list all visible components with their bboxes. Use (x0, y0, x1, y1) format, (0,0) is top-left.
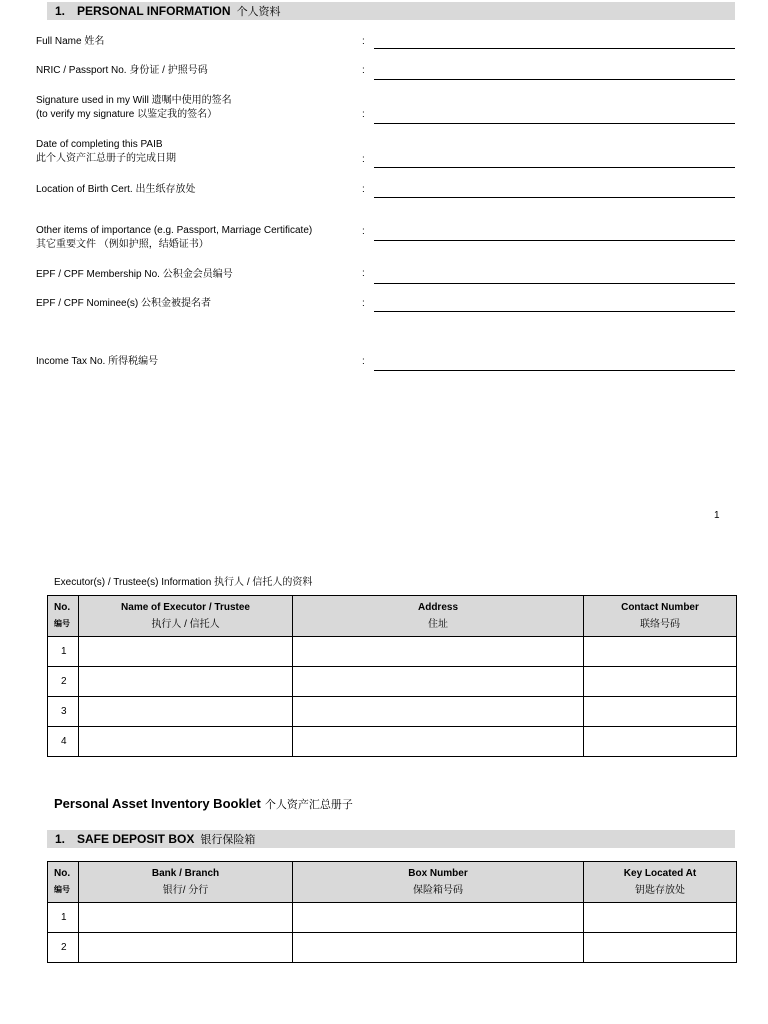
address-cell[interactable] (293, 727, 584, 757)
column-header-box-number: Box Number 保险箱号码 (293, 862, 584, 903)
safe-deposit-table (47, 861, 737, 963)
field-colon: : (362, 268, 365, 279)
bank-branch-cell[interactable] (79, 933, 293, 963)
field-label-epf-nominee: EPF / CPF Nominee(s) 公积金被提名者 (36, 298, 212, 309)
name-cell[interactable] (79, 727, 293, 757)
field-label-other-items: Other items of importance (e.g. Passport, Marriage Certificate) 其它重要文件 （例如护照，结婚证书） (36, 225, 313, 250)
epf-membership-field[interactable] (374, 283, 735, 284)
key-location-cell[interactable] (584, 903, 737, 933)
income-tax-field[interactable] (374, 370, 735, 371)
row-number: 3 (48, 697, 79, 727)
key-location-cell[interactable] (584, 933, 737, 963)
table-header-row (48, 862, 737, 903)
field-colon: : (362, 356, 365, 367)
section-header-safe-deposit-box (47, 830, 735, 848)
contact-cell[interactable] (584, 637, 737, 667)
field-colon: : (362, 226, 365, 237)
address-cell[interactable] (293, 667, 584, 697)
contact-cell[interactable] (584, 727, 737, 757)
name-cell[interactable] (79, 697, 293, 727)
field-colon: : (362, 184, 365, 195)
epf-nominee-field[interactable] (374, 311, 735, 312)
field-colon: : (362, 36, 365, 47)
box-number-cell[interactable] (293, 933, 584, 963)
signature-field[interactable] (374, 123, 735, 124)
contact-cell[interactable] (584, 697, 737, 727)
executors-table (47, 595, 737, 757)
column-header-no: No. 编号 (48, 862, 79, 903)
nric-passport-field[interactable] (374, 79, 735, 80)
bank-branch-cell[interactable] (79, 903, 293, 933)
table-row (48, 697, 737, 727)
box-number-cell[interactable] (293, 903, 584, 933)
row-number: 1 (48, 637, 79, 667)
address-cell[interactable] (293, 697, 584, 727)
booklet-title: Personal Asset Inventory Booklet 个人资产汇总册子 (54, 796, 353, 811)
field-colon: : (362, 109, 365, 120)
full-name-field[interactable] (374, 48, 735, 49)
table-row (48, 637, 737, 667)
column-header-name: Name of Executor / Trustee 执行人 / 信托人 (79, 596, 293, 637)
column-header-no: No. 编号 (48, 596, 79, 637)
field-label-full-name: Full Name 姓名 (36, 36, 105, 47)
contact-cell[interactable] (584, 667, 737, 697)
birth-cert-location-field[interactable] (374, 197, 735, 198)
column-header-key-location: Key Located At 钥匙存放处 (584, 862, 737, 903)
table-row (48, 903, 737, 933)
row-number: 2 (48, 667, 79, 697)
field-label-epf-membership: EPF / CPF Membership No. 公积金会员编号 (36, 269, 233, 280)
field-label-signature: Signature used in my Will 遗嘱中使用的签名 (to verify my signature 以鉴定我的签名） (36, 95, 232, 120)
completion-date-field[interactable] (374, 167, 735, 168)
table-row (48, 933, 737, 963)
other-items-field[interactable] (374, 240, 735, 241)
row-number: 2 (48, 933, 79, 963)
field-label-birth-cert: Location of Birth Cert. 出生纸存放处 (36, 184, 196, 195)
section-number: 1. (55, 832, 66, 846)
page-number: 1 (714, 510, 720, 521)
column-header-address: Address 住址 (293, 596, 584, 637)
name-cell[interactable] (79, 637, 293, 667)
table-header-row (48, 596, 737, 637)
field-label-nric: NRIC / Passport No. 身份证 / 护照号码 (36, 65, 208, 76)
field-colon: : (362, 65, 365, 76)
section-title: PERSONAL INFORMATION 个人资料 (77, 4, 281, 18)
executors-caption: Executor(s) / Trustee(s) Information 执行人 / 信托人的资料 (54, 577, 313, 588)
table-row (48, 667, 737, 697)
table-row (48, 727, 737, 757)
section-header-personal-information (47, 2, 735, 20)
field-label-income-tax: Income Tax No. 所得税编号 (36, 356, 159, 367)
field-colon: : (362, 298, 365, 309)
row-number: 4 (48, 727, 79, 757)
section-number: 1. (55, 4, 66, 18)
section-title: SAFE DEPOSIT BOX 银行保险箱 (77, 832, 256, 846)
name-cell[interactable] (79, 667, 293, 697)
address-cell[interactable] (293, 637, 584, 667)
column-header-contact: Contact Number 联络号码 (584, 596, 737, 637)
field-label-completion-date: Date of completing this PAIB 此个人资产汇总册子的完成日期 (36, 139, 176, 164)
column-header-bank-branch: Bank / Branch 银行/ 分行 (79, 862, 293, 903)
field-colon: : (362, 154, 365, 165)
row-number: 1 (48, 903, 79, 933)
